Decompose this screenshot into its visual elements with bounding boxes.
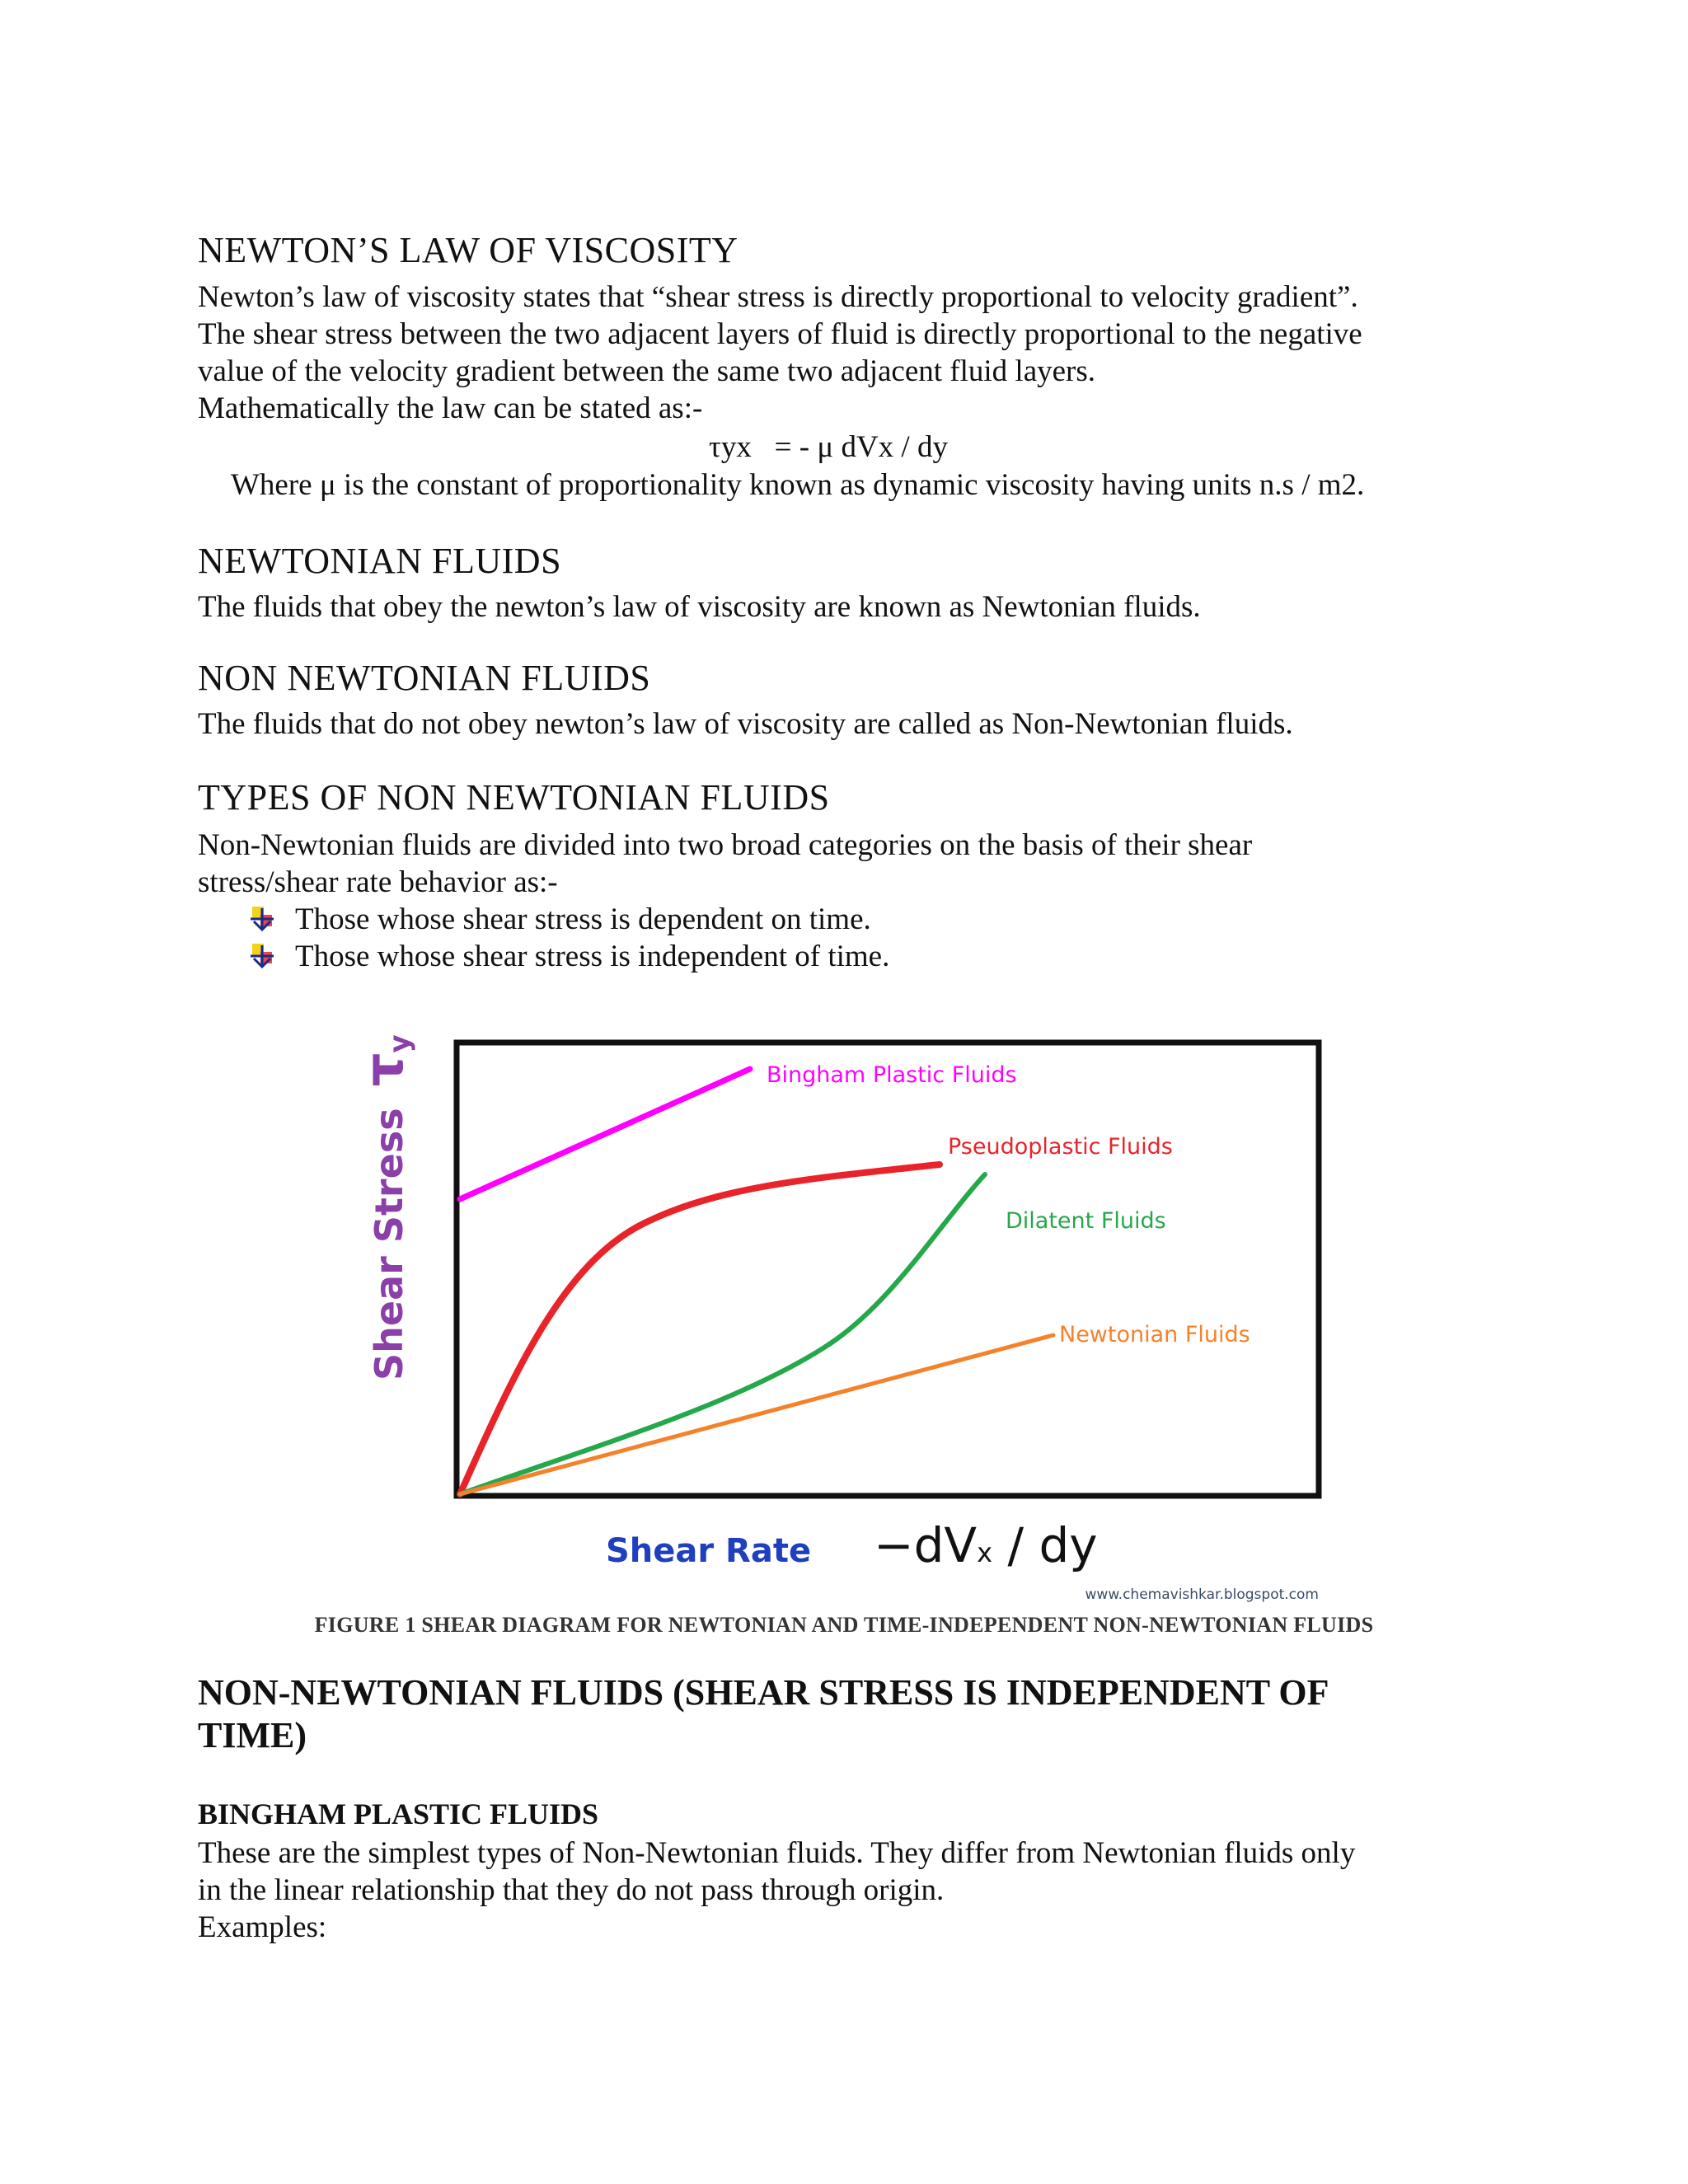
bullet-text: Those whose shear stress is independent of time.	[295, 940, 890, 973]
heading-line: NON-NEWTONIAN FLUIDS (SHEAR STRESS IS INDEPENDENT OF	[198, 1672, 1329, 1713]
paragraph-line: in the linear relationship that they do not pass through origin.	[198, 1873, 945, 1907]
paragraph-line: value of the velocity gradient between the same two adjacent fluid layers.	[198, 354, 1096, 388]
heading-line: TIME)	[198, 1715, 307, 1755]
shear-diagram-svg	[346, 1034, 1335, 1611]
paragraph-line: Where μ is the constant of proportionality known as dynamic viscosity having units n.s / m2.	[231, 468, 1365, 502]
paragraph-line: The fluids that do not obey newton’s law of viscosity are called as Non-Newtonian fluids.	[198, 707, 1293, 741]
paragraph-line: The fluids that obey the newton’s law of viscosity are known as Newtonian fluids.	[198, 590, 1201, 624]
figure-caption: FIGURE 1 SHEAR DIAGRAM FOR NEWTONIAN AND TIME-INDEPENDENT NON-NEWTONIAN FLUIDS	[314, 1613, 1374, 1637]
paragraph-line: The shear stress between the two adjacent layers of fluid is directly proportional to the negative	[198, 317, 1362, 351]
paragraph-line: stress/shear rate behavior as:-	[198, 865, 558, 899]
heading-types-non-newtonian: TYPES OF NON NEWTONIAN FLUIDS	[198, 777, 830, 818]
bullet-arrow-icon	[247, 905, 277, 933]
x-axis-formula-subscript: x	[977, 1537, 993, 1568]
y-axis-subscript: yx	[383, 1034, 416, 1053]
paragraph-line: Examples:	[198, 1910, 327, 1944]
bullet-text: Those whose shear stress is dependent on time.	[295, 902, 871, 936]
label-newtonian: Newtonian Fluids	[1059, 1322, 1250, 1347]
watermark: www.chemavishkar.blogspot.com	[1085, 1586, 1319, 1603]
equation: τyx = - μ dVx / dy	[709, 430, 948, 464]
x-axis-label	[606, 1532, 811, 1570]
label-pseudoplastic: Pseudoplastic Fluids	[948, 1134, 1173, 1160]
shear-diagram-figure	[346, 1034, 1335, 1611]
x-axis-label-text: Shear Rate	[606, 1532, 812, 1570]
heading-time-independent	[198, 1671, 1484, 1757]
subheading-bingham: BINGHAM PLASTIC FLUIDS	[198, 1797, 599, 1830]
y-axis-label-group	[354, 1034, 416, 1380]
bullet-arrow-icon	[247, 942, 277, 970]
y-axis-symbol: τ	[354, 1052, 415, 1087]
x-axis-formula-main: −dV	[874, 1517, 978, 1573]
paragraph-line: These are the simplest types of Non-Newtonian fluids. They differ from Newtonian fluids only	[198, 1836, 1356, 1870]
x-axis-formula-tail: / dy	[992, 1517, 1098, 1573]
paragraph-line: Newton’s law of viscosity states that “shear stress is directly proportional to velocity gradient”.	[198, 280, 1358, 314]
paragraph-line: Non-Newtonian fluids are divided into two broad categories on the basis of their shear	[198, 828, 1253, 862]
list-item	[247, 901, 871, 938]
heading-non-newtonian-fluids: NON NEWTONIAN FLUIDS	[198, 658, 651, 698]
x-axis-formula	[874, 1517, 1098, 1573]
label-bingham-plastic: Bingham Plastic Fluids	[767, 1062, 1017, 1088]
heading-newtons-law: NEWTON’S LAW OF VISCOSITY	[198, 230, 738, 270]
paragraph-line: Mathematically the law can be stated as:-	[198, 391, 703, 425]
y-axis-label	[354, 1034, 416, 1380]
list-item	[247, 938, 889, 975]
label-dilatant: Dilatent Fluids	[1006, 1208, 1166, 1234]
heading-newtonian-fluids: NEWTONIAN FLUIDS	[198, 541, 562, 581]
y-axis-label-text: Shear Stress	[367, 1108, 411, 1380]
